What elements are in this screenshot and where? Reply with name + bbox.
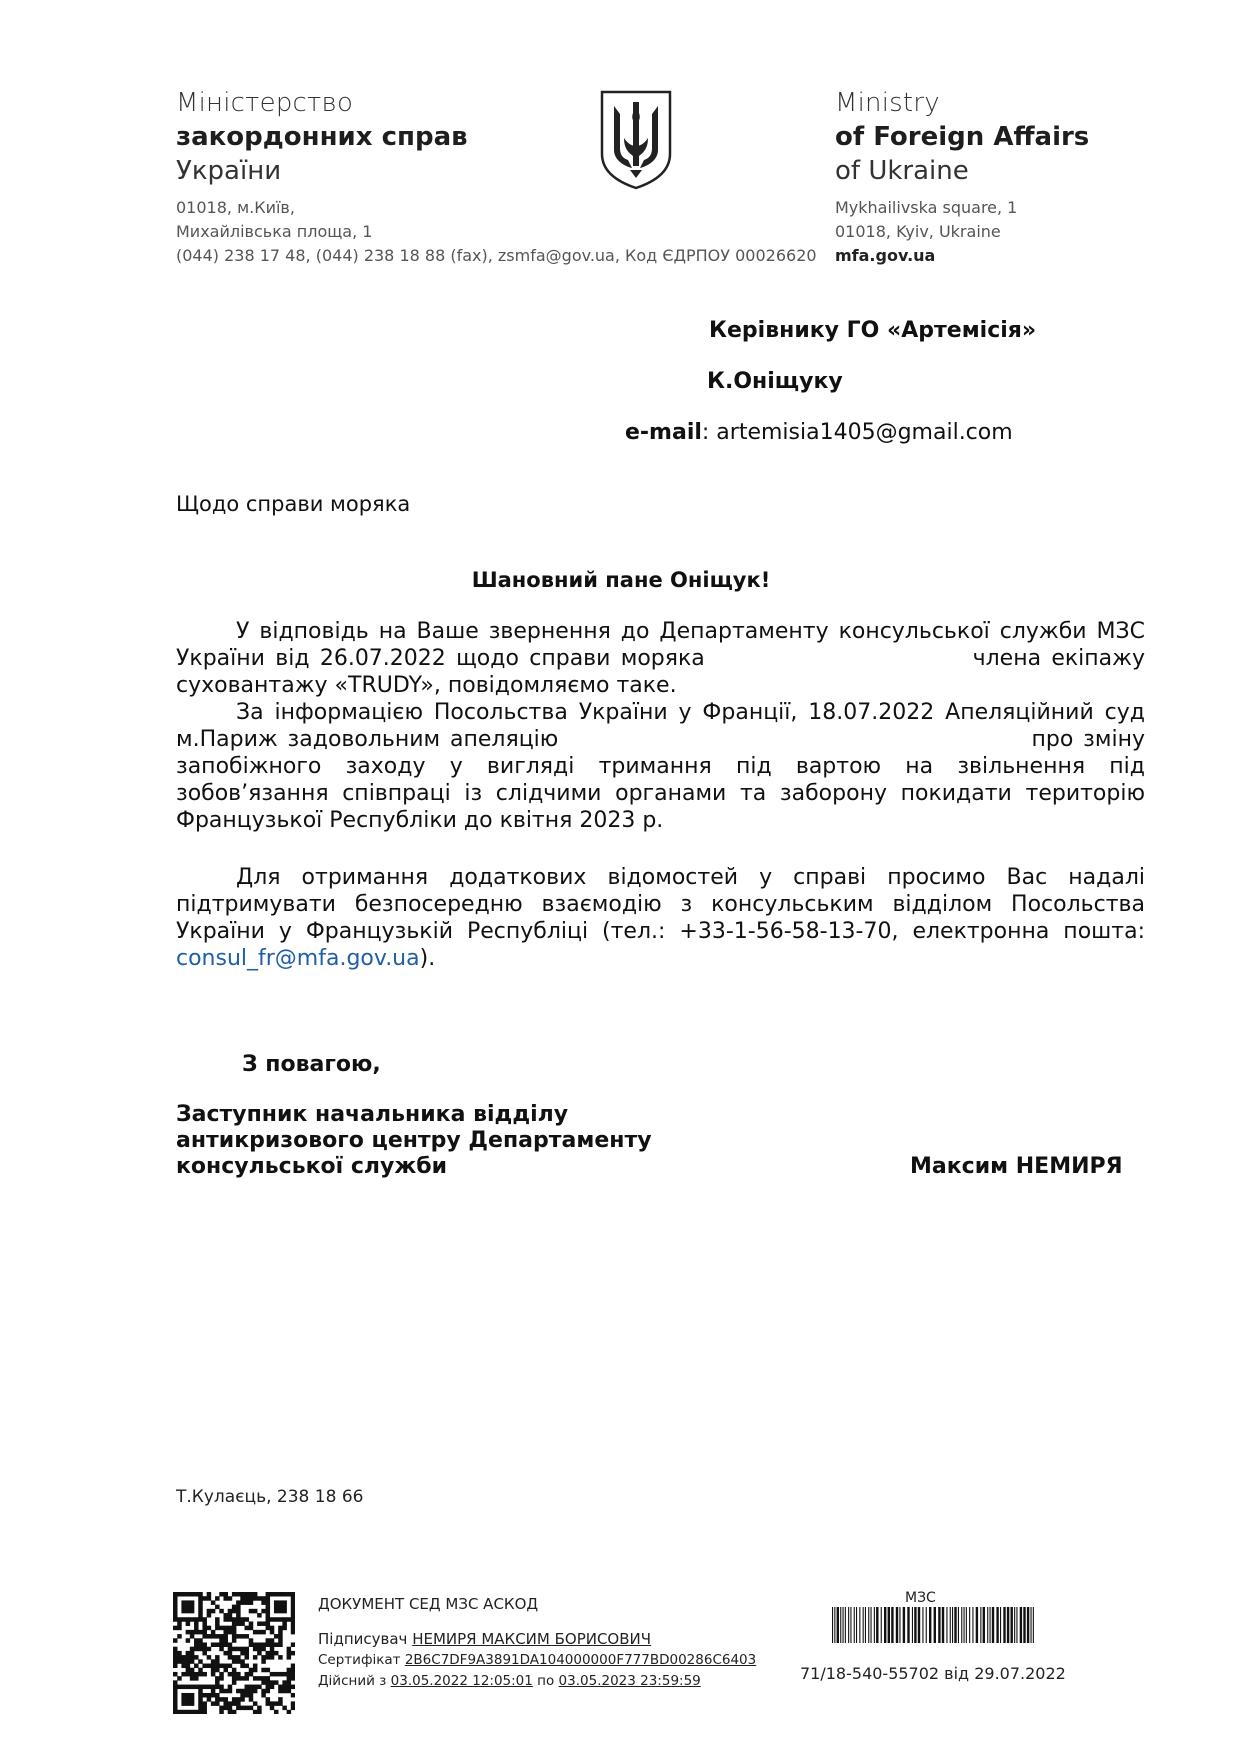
address-ua-line: 01018, м.Київ, bbox=[176, 198, 295, 217]
signer-info bbox=[318, 1629, 778, 1692]
signer-label: Підписувач bbox=[318, 1630, 408, 1648]
letterhead-en bbox=[835, 86, 1089, 188]
body-paragraph-3-end: ). bbox=[419, 946, 436, 971]
address-en-line: 01018, Kyiv, Ukraine bbox=[835, 222, 1001, 241]
address-ua-line: (044) 238 17 48, (044) 238 18 88 (fax), zsmfa@gov.ua, Код ЄДРПОУ 00026620 bbox=[176, 246, 817, 265]
signer-name: НЕМИРЯ МАКСИМ БОРИСОВИЧ bbox=[412, 1630, 652, 1648]
ministry-en-line1: Ministry bbox=[835, 88, 940, 118]
website-link[interactable]: mfa.gov.ua bbox=[835, 246, 936, 265]
qr-code-icon bbox=[173, 1592, 295, 1714]
body-paragraph-2: За інформацією Посольства України у Франції, 18.07.2022 Апеляційний суд м.Париж задовольним апеляцію про зміну запобіжного заходу у вигляді тримання під вартою на звільнення під зобов’язання співпраці із слідчими органами та заборону покидати територію Французької Республіки до квітня 2023 р. bbox=[176, 700, 1145, 833]
email-label: e-mail bbox=[625, 420, 702, 445]
ministry-en-line2: of Foreign Affairs bbox=[835, 122, 1090, 152]
ministry-en-line3: of Ukraine bbox=[835, 156, 969, 186]
validity-line bbox=[318, 1671, 778, 1692]
valid-to-label: по bbox=[537, 1673, 555, 1689]
salutation: Шановний пане Оніщук! bbox=[471, 568, 771, 592]
signatory-title-line: антикризового центру Департаменту bbox=[176, 1128, 652, 1153]
certificate-value: 2B6C7DF9A3891DA104000000F777BD00286C6403 bbox=[404, 1652, 757, 1668]
signatory-title-line: консульської служби bbox=[176, 1154, 448, 1179]
executor-contact: Т.Кулаєць, 238 18 66 bbox=[176, 1487, 364, 1507]
body-paragraph-3 bbox=[176, 864, 1145, 972]
ministry-ua-line3: України bbox=[176, 156, 282, 186]
valid-to-value: 03.05.2023 23:59:59 bbox=[558, 1673, 701, 1689]
signatory-title bbox=[176, 1102, 652, 1180]
closing: З повагою, bbox=[242, 1052, 381, 1077]
doc-system-label: ДОКУМЕНТ СЕД МЗС АСКОД bbox=[318, 1595, 539, 1613]
recipient-email bbox=[625, 420, 1013, 445]
body-paragraph-1: У відповідь на Ваше звернення до Департаменту консульської служби МЗС України від 26.07.2022 щодо справи моряка члена екіпажу суховантажу «TRUDY», повідомляємо таке. bbox=[176, 619, 1145, 698]
subject-line: Щодо справи моряка bbox=[176, 492, 411, 516]
address-ua-line: Михайлівська площа, 1 bbox=[176, 222, 373, 241]
valid-from-label: Дійсний з bbox=[318, 1673, 387, 1689]
recipient-line2: К.Оніщуку bbox=[707, 369, 843, 394]
letter-body bbox=[176, 618, 1145, 972]
address-ua bbox=[176, 196, 817, 268]
barcode-label: МЗС bbox=[905, 1590, 936, 1606]
email-value[interactable]: : artemisia1405@gmail.com bbox=[701, 420, 1013, 445]
signatory-title-line: Заступник начальника відділу bbox=[176, 1102, 569, 1127]
barcode-icon bbox=[830, 1607, 1040, 1643]
certificate-label: Сертифікат bbox=[318, 1652, 401, 1668]
letterhead-ua bbox=[176, 86, 468, 188]
consul-email-link[interactable]: consul_fr@mfa.gov.ua bbox=[176, 946, 420, 971]
certificate-line bbox=[318, 1650, 778, 1671]
ministry-ua-line1: Міністерство bbox=[176, 88, 354, 118]
body-paragraph-3-text: Для отримання додаткових відомостей у справі просимо Вас надалі підтримувати безпосередню взаємодію з консульським відділом Посольства України у Французькій Республіці (тел.: +33-1-56-58-13-70, електронна пошта: bbox=[176, 865, 1145, 944]
registration-number: 71/18-540-55702 від 29.07.2022 bbox=[800, 1664, 1066, 1683]
trident-coat-of-arms-icon bbox=[598, 88, 674, 192]
signer-line bbox=[318, 1629, 778, 1650]
recipient-line1: Керівнику ГО «Артемісія» bbox=[709, 318, 1037, 343]
address-en-line: Mykhailivska square, 1 bbox=[835, 198, 1018, 217]
address-en bbox=[835, 196, 1017, 268]
signatory-name: Максим НЕМИРЯ bbox=[910, 1154, 1123, 1179]
valid-from-value: 03.05.2022 12:05:01 bbox=[390, 1673, 533, 1689]
ministry-ua-line2: закордонних справ bbox=[176, 122, 468, 152]
